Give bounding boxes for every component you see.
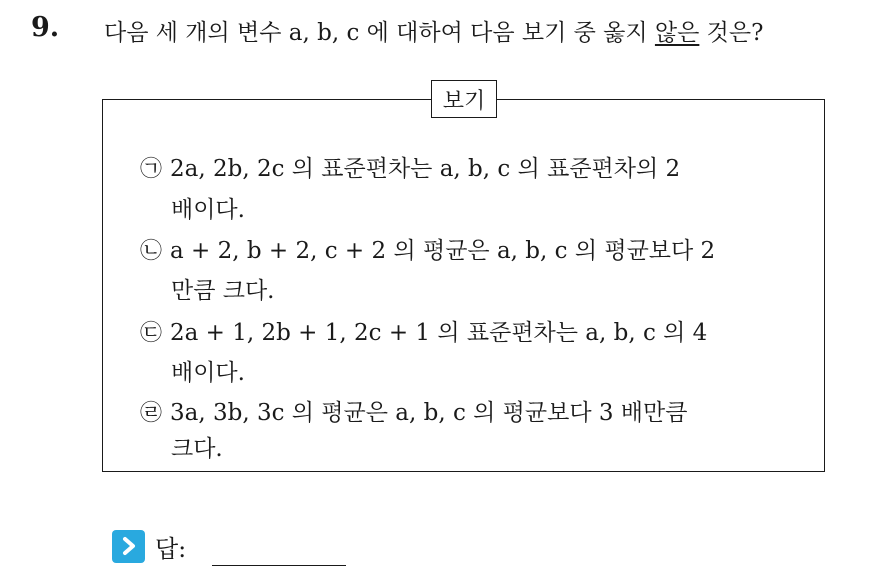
question-text-after: 것은? bbox=[699, 20, 764, 46]
question-text-underlined: 않은 bbox=[654, 20, 700, 46]
choice-line: 2a, 2b, 2c 의 표준편차는 a, b, c 의 표준편차의 2 bbox=[170, 156, 681, 182]
question-text bbox=[104, 14, 763, 47]
question-number: 9. bbox=[31, 12, 60, 43]
chevron-right-icon bbox=[112, 530, 145, 563]
question-text-before: 다음 세 개의 변수 a, b, c 에 대하여 다음 보기 중 옳지 bbox=[104, 20, 655, 46]
choice-line: 3a, 3b, 3c 의 평균은 a, b, c 의 평균보다 3 배만큼 bbox=[170, 400, 688, 426]
choice-item-3 bbox=[140, 314, 707, 347]
choice-line: a + 2, b + 2, c + 2 의 평균은 a, b, c 의 평균보다 2 bbox=[170, 238, 716, 264]
choice-line-continuation: 크다. bbox=[171, 436, 223, 462]
choice-line: 2a + 1, 2b + 1, 2c + 1 의 표준편차는 a, b, c 의 4 bbox=[170, 320, 708, 346]
choice-item-4 bbox=[140, 394, 687, 427]
choice-line-continuation: 배이다. bbox=[171, 360, 245, 386]
choice-marker: ㉢ bbox=[140, 321, 163, 346]
choices-box-title: 보기 bbox=[431, 80, 497, 118]
answer-blank[interactable] bbox=[212, 565, 346, 566]
answer-label: 답: bbox=[155, 534, 187, 563]
choice-item-2 bbox=[140, 232, 715, 265]
choice-marker: ㉡ bbox=[140, 239, 163, 264]
choice-line-continuation: 만큼 크다. bbox=[171, 278, 275, 304]
answer-row bbox=[112, 529, 186, 563]
choice-item-1 bbox=[140, 150, 680, 183]
choice-marker: ㉣ bbox=[140, 401, 163, 426]
choice-marker: ㉠ bbox=[140, 157, 163, 182]
choice-line-continuation: 배이다. bbox=[171, 197, 245, 223]
